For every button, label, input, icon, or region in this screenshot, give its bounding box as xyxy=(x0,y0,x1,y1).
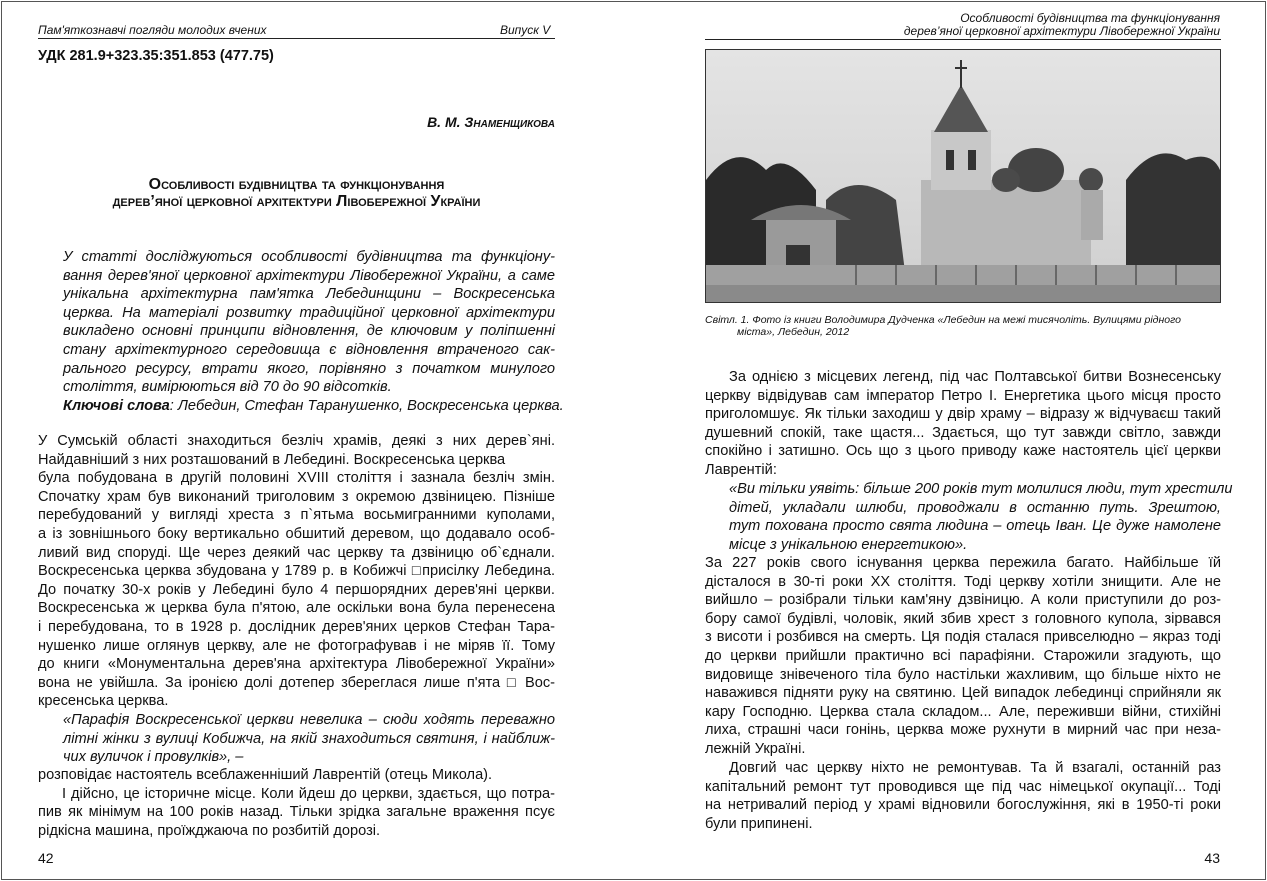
text-line: видовище знівеченого тіла було настільки жахливим, що більше ніхто не xyxy=(705,666,1221,683)
paragraph-history xyxy=(705,554,1221,759)
running-head-line: Особливості будівництва та функціонування xyxy=(960,11,1220,25)
church-photo xyxy=(705,49,1221,303)
text-line: капітальний ремонт тут проводився ще під час німецької окупації... Тоді xyxy=(705,778,1221,795)
text-line: тут похована просто свята людина – отець Іван. Це дуже намолене xyxy=(729,518,1221,535)
text-line: душевний спокій, таке щастя... Здається, що тут завжди світло, завжди xyxy=(705,424,1221,441)
text-line: «Ви тільки уявіть: більше 200 років тут молилися люди, тут хрестили xyxy=(729,481,1233,497)
text-line: До початку 30-х років у Лебедині було 4 першорядних дерев'яні церкви. xyxy=(38,581,555,598)
text-line: У Сумській області знаходиться безліч храмів, деякі з них дерев`яні. xyxy=(38,433,555,449)
keywords-text: : Лебедин, Стефан Таранушенко, Воскресенська церква. xyxy=(169,398,564,414)
text-line: унікальна архітектурна пам'ятка Лебединщини – Воскресенська xyxy=(63,286,555,303)
text-line: вона не увійшла. За іронією долі дотепер збереглася лише п'ята □ Вос- xyxy=(38,674,555,691)
text-line: до церкви прийшли практично всі парафіяни. Старожили згадують, що xyxy=(705,647,1221,664)
text-line: літні жінки з вулиці Кобижча, на якій знаходиться святиня, і найближ- xyxy=(63,730,555,747)
article-title xyxy=(38,176,555,210)
text-line: ливий вид споруді. Ще через деякий час церкву та дзвіницю об`єднали. xyxy=(38,544,555,561)
author-name: В. М. Знаменщикова xyxy=(427,114,555,130)
text-line: розповідає настоятель всеблаженніший Лаврентій (отець Микола). xyxy=(38,767,493,783)
text-line: За однією з місцевих легенд, під час Полтавської битви Вознесенську xyxy=(729,369,1221,385)
text-line: а із зовнішнього боку вертикально обшитий деревом, що додавало особ- xyxy=(38,525,555,542)
title-line: Особливості будівництва та функціонування xyxy=(148,176,445,193)
header-rule xyxy=(38,38,555,39)
text-line: церкву відвідував сам імператор Петро І. Енергетика цього місця просто xyxy=(705,387,1221,404)
page-number: 43 xyxy=(1204,850,1220,866)
text-line: до книги «Монументальна дерев'яна архітектура Лівобережної України» xyxy=(38,656,555,673)
paragraph-repair xyxy=(705,759,1221,833)
text-line: наважився підняти руку на святиню. Цей випадок лебединці сприйняли як xyxy=(705,685,1221,702)
text-line: дісталося в 30-ті роки XX століття. Тоді церкву хотіли знищити. Але не xyxy=(705,573,1221,590)
text-line: Спочатку храм був виконаний триголовим з окремою дзвіницею. Пізніше xyxy=(38,488,555,505)
text-line: спокійно і затишно. Ось що з цього приводу каже настоятель цієї церкви xyxy=(705,443,1221,460)
text-line: І дійсно, це історичне місце. Коли йдеш до церкви, здається, що потра- xyxy=(62,785,555,802)
text-line: кару Господню. Церква стала складом... Але, переживши війни, стихійні xyxy=(705,703,1221,720)
text-line: бору самої будівлі, чоловік, який збив хрест з головного купола, зірвався xyxy=(705,610,1221,627)
quote xyxy=(63,711,555,767)
text-line: перебудований у вигляді хреста з п`ятьма восьмигранними куполами, xyxy=(38,507,555,524)
text-line: місце з унікальною енергетикою». xyxy=(729,536,968,553)
text-line: Найдавніший з них розташований в Лебедині. Воскресенська церква xyxy=(38,451,506,468)
title-line: дерев’яної церковної архітектури Лівобережної України xyxy=(112,193,481,210)
keywords-label: Ключові слова xyxy=(63,398,170,414)
text-line: викладено основні принципи відновлення, де ключовим у поліпшенні xyxy=(63,323,555,340)
text-line: рального ресурсу, втрати якого, порівняно з початком минулого xyxy=(63,360,555,377)
text-line: вання дерев'яної церковної архітектури Лівобережної України, а саме xyxy=(63,267,555,284)
text-line: Воскресенська церква збудована у 1789 р. в Кобижчі □присілку Лебедина. xyxy=(38,563,555,580)
church-photo-icon xyxy=(706,50,1220,302)
caption-line: міста», Лебедин, 2012 xyxy=(737,325,850,338)
header-rule xyxy=(705,39,1221,40)
running-head-right xyxy=(904,12,1220,38)
text-line: Воскресенська ж церква була п'ятою, але оскільки вона була перенесена xyxy=(38,600,555,617)
keywords xyxy=(63,397,573,416)
body-text-continued xyxy=(38,766,555,840)
text-line: на нетривалий період у храмі відновили богослужіння, які в 1950-ті роки xyxy=(705,797,1221,814)
photo-caption xyxy=(705,315,1220,338)
text-line: і перебудована, то в 1928 р. дослідник дерев'яних церков Стефан Тара- xyxy=(38,618,555,635)
text-line: вийшло – розібрали тільки кам'яну дзвіницю. А коли приступили до роз- xyxy=(705,592,1221,609)
text-line: були припинені. xyxy=(705,815,813,832)
text-line: була побудована в другій половині XVIII століття і зазнала безліч змін. xyxy=(38,470,555,487)
running-head-issue: Випуск V xyxy=(500,23,551,37)
text-line: кресенська церква. xyxy=(38,693,169,710)
text-line: нушенко лише оглянув церкву, але не фотографував і не міряв її. Тому xyxy=(38,637,555,654)
text-line: чих вуличок і провулків», – xyxy=(63,749,244,766)
text-line: лежній Україні. xyxy=(705,740,806,757)
running-head-line: дерев’яної церковної архітектури Лівобережної України xyxy=(903,24,1220,38)
quote xyxy=(729,480,1233,554)
text-line: Лаврентій: xyxy=(705,461,777,478)
text-line: приголомшує. Як тільки заходиш у двір храму – відразу ж відчуваєш такий xyxy=(705,406,1221,423)
udc-code: УДК 281.9+323.35:351.853 (477.75) xyxy=(38,48,274,64)
abstract xyxy=(63,248,555,397)
text-line: рідкісна машина, проїжджаюча по розбитій дорозі. xyxy=(38,822,381,839)
caption-line: Світл. 1. Фото із книги Володимира Дудченка «Лебедин на межі тисячоліть. Вулицями рідного xyxy=(705,314,1181,326)
text-line: церква. На матеріалі розвитку традиційної церковної архітектури xyxy=(63,304,555,321)
running-head-left: Пам'яткознавчі погляди молодих вчених xyxy=(38,23,267,37)
body-text xyxy=(38,432,555,711)
text-line: Довгий час церкву ніхто не ремонтував. Та й взагалі, останній раз xyxy=(729,760,1221,776)
text-line: століття, вимірюються від 70 до 90 відсотків. xyxy=(63,379,392,396)
text-line: лиха, страшні часи гонінь, церква може рухнути в мирний час при неза- xyxy=(705,722,1221,739)
text-line: «Парафія Воскресенської церкви невелика – сюди ходять переважно xyxy=(63,712,555,728)
text-line: У статті досліджуються особливості будівництва та функціону- xyxy=(63,249,555,265)
paragraph-legend xyxy=(705,368,1221,480)
text-line: пив як мінімум на 100 років назад. Тільки зрідка загальне враження псує xyxy=(38,804,555,821)
text-line: з висоти і розбився на смерть. Ця подія сталася привселюдно – якраз тоді xyxy=(705,629,1221,646)
text-line: стану архітектурного середовища є відновлення втраченого сак- xyxy=(63,341,555,358)
text-line: дітей, укладали шлюби, проводжали в останню путь. Зрештою, xyxy=(729,499,1221,516)
text-line: За 227 років свого існування церква пережила багато. Найбільше їй xyxy=(705,555,1221,571)
page-number: 42 xyxy=(38,850,54,866)
